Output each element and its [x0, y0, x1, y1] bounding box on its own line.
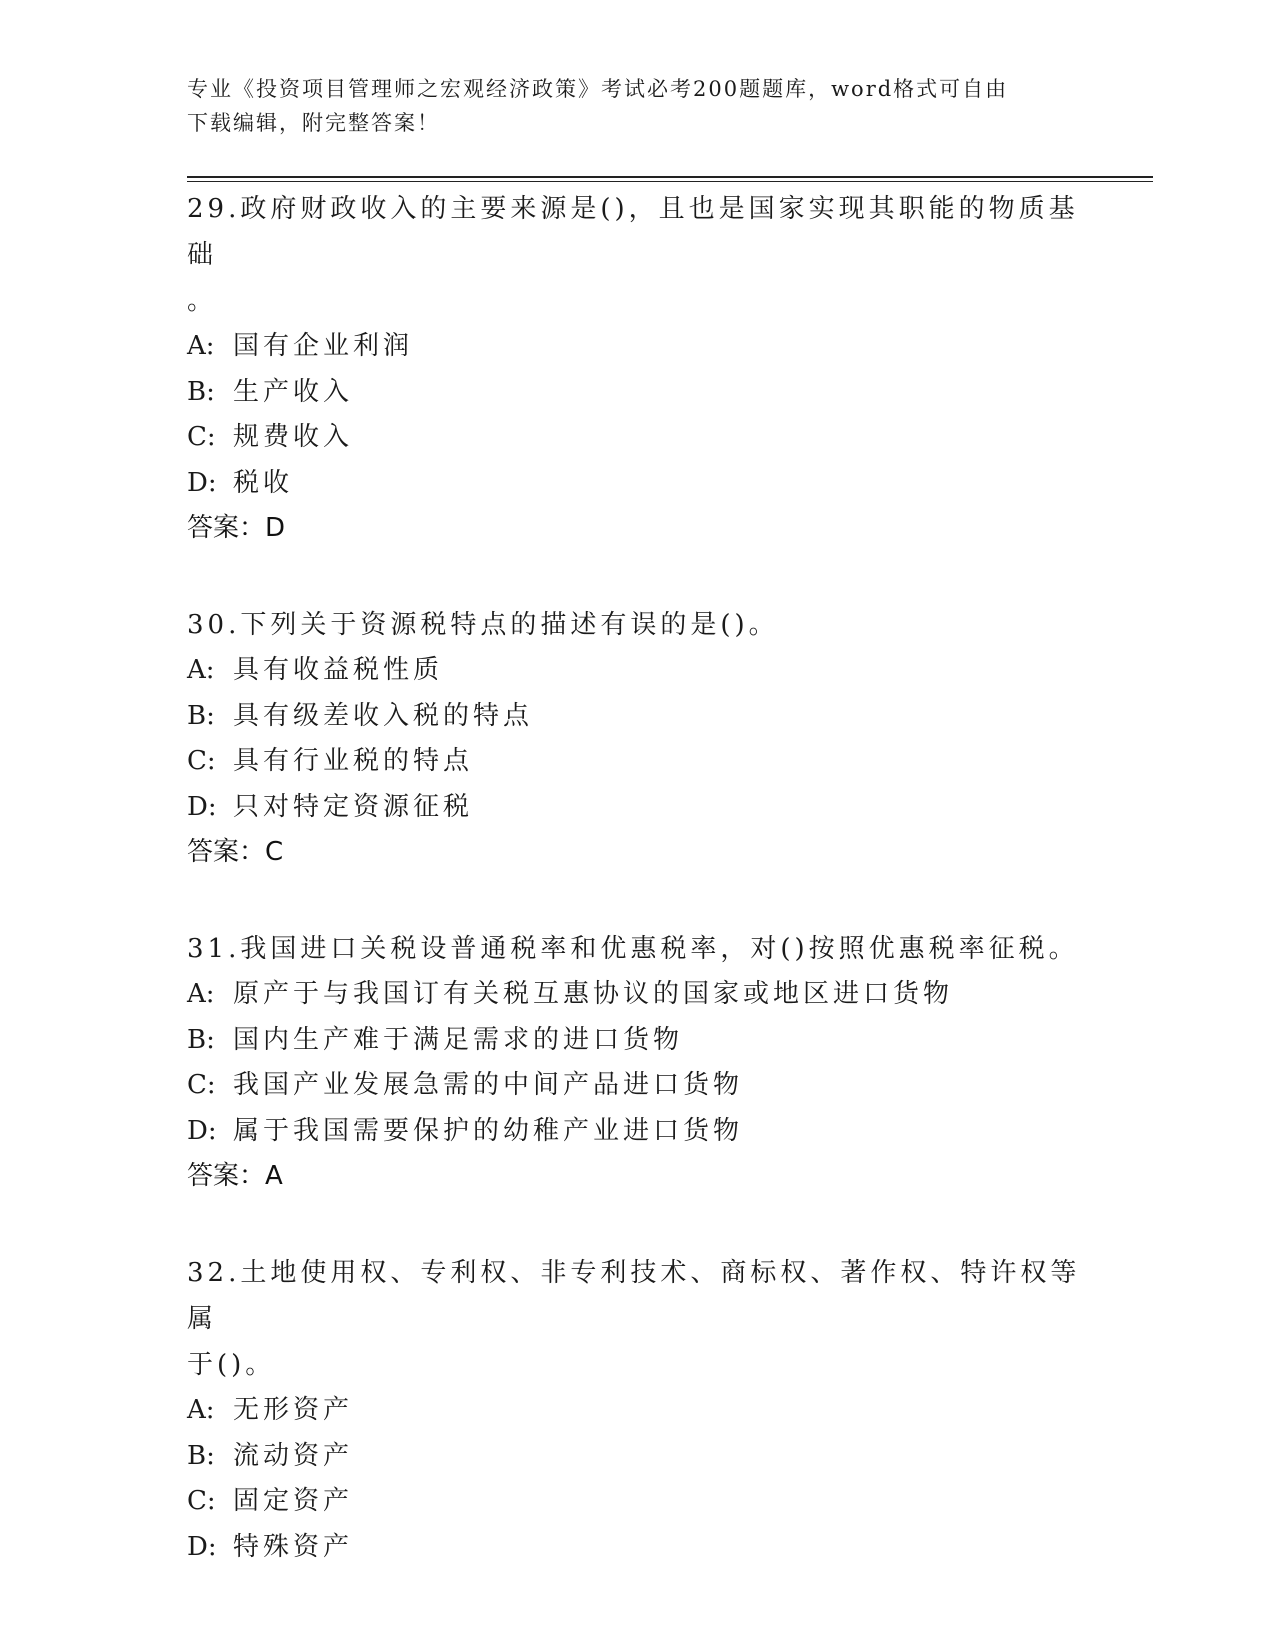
header-divider	[187, 176, 1153, 182]
question-stem: 32.土地使用权、专利权、非专利技术、商标权、著作权、特许权等属	[187, 1258, 1081, 1334]
option-text: 流动资产	[233, 1440, 354, 1471]
option-a	[187, 1388, 1087, 1434]
option-letter: A:	[187, 331, 215, 361]
option-d	[187, 785, 1087, 831]
option-letter: B:	[187, 1024, 215, 1055]
option-text: 只对特定资源征税	[233, 791, 474, 822]
option-text: 税收	[233, 467, 294, 498]
question-30	[187, 602, 1087, 875]
question-29	[187, 186, 1087, 551]
answer-line: 答案：C	[187, 837, 284, 867]
option-text: 无形资产	[233, 1395, 354, 1425]
option-letter: B:	[187, 1440, 215, 1471]
option-c	[187, 739, 1087, 785]
option-b	[187, 370, 1087, 416]
header-line-1: 专业《投资项目管理师之宏观经济政策》考试必考200题题库，word格式可自由	[187, 77, 1009, 101]
option-text: 具有行业税的特点	[233, 746, 474, 776]
option-letter: C:	[187, 746, 216, 776]
question-32	[187, 1250, 1087, 1570]
question-list	[187, 186, 1087, 1621]
option-text: 具有收益税性质	[233, 655, 444, 685]
option-b	[187, 694, 1087, 740]
option-letter: D:	[187, 791, 217, 822]
question-stem-continued: 于()。	[187, 1350, 276, 1380]
option-letter: C:	[187, 1070, 216, 1100]
option-letter: C:	[187, 422, 216, 452]
option-text: 具有级差收入税的特点	[233, 700, 534, 731]
option-text: 生产收入	[233, 376, 354, 407]
option-text: 固定资产	[233, 1486, 354, 1516]
option-letter: A:	[187, 655, 215, 685]
option-c	[187, 1479, 1087, 1525]
option-text: 特殊资产	[233, 1531, 354, 1562]
question-stem: 29.政府财政收入的主要来源是()，且也是国家实现其职能的物质基础	[187, 194, 1079, 270]
option-a	[187, 648, 1087, 694]
answer-line: 答案：D	[187, 513, 286, 543]
document-header	[187, 72, 1087, 140]
option-text: 我国产业发展急需的中间产品进口货物	[233, 1070, 744, 1100]
option-letter: D:	[187, 467, 217, 498]
option-d	[187, 461, 1087, 507]
option-b	[187, 1434, 1087, 1480]
option-letter: B:	[187, 376, 215, 407]
option-c	[187, 415, 1087, 461]
option-a	[187, 972, 1087, 1018]
question-stem: 31.我国进口关税设普通税率和优惠税率，对()按照优惠税率征税。	[187, 934, 1079, 964]
option-letter: D:	[187, 1531, 217, 1562]
question-stem-continued: 。	[187, 286, 218, 316]
option-letter: A:	[187, 1395, 215, 1425]
option-a	[187, 324, 1087, 370]
option-d	[187, 1525, 1087, 1571]
option-text: 规费收入	[233, 422, 354, 452]
option-b	[187, 1018, 1087, 1064]
question-31	[187, 926, 1087, 1199]
answer-line: 答案：A	[187, 1161, 283, 1191]
header-line-2: 下载编辑，附完整答案！	[187, 111, 440, 135]
option-text: 国有企业利润	[233, 331, 414, 361]
option-text: 原产于与我国订有关税互惠协议的国家或地区进口货物	[233, 979, 954, 1009]
option-text: 国内生产难于满足需求的进口货物	[233, 1024, 684, 1055]
option-text: 属于我国需要保护的幼稚产业进口货物	[233, 1115, 744, 1146]
option-d	[187, 1109, 1087, 1155]
option-letter: B:	[187, 700, 215, 731]
option-letter: D:	[187, 1115, 217, 1146]
option-letter: A:	[187, 979, 215, 1009]
option-c	[187, 1063, 1087, 1109]
option-letter: C:	[187, 1486, 216, 1516]
question-stem: 30.下列关于资源税特点的描述有误的是()。	[187, 610, 779, 640]
